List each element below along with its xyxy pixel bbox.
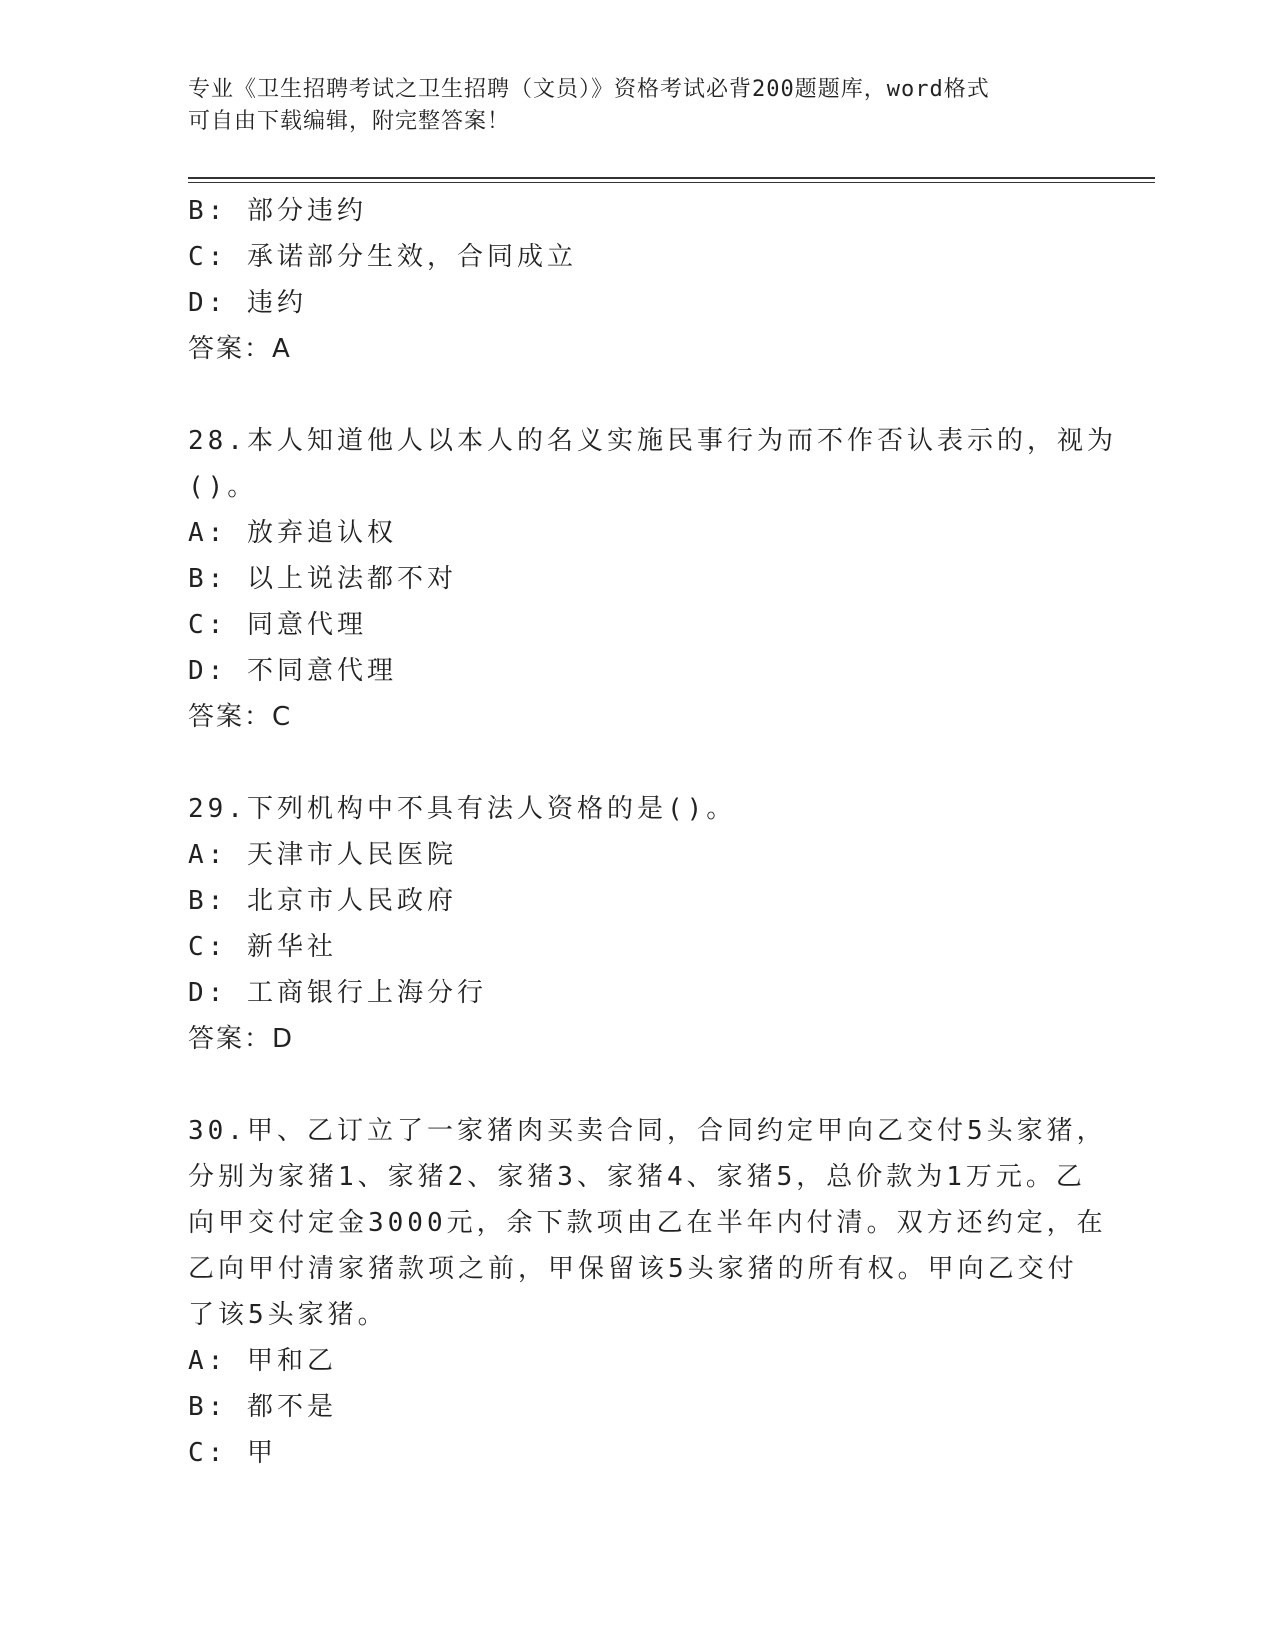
spacer (188, 372, 1088, 418)
question-text-line: 乙向甲付清家猪款项之前，甲保留该5头家猪的所有权。甲向乙交付 (188, 1254, 1078, 1284)
question-30 (188, 1108, 1107, 1476)
question-29 (188, 786, 1088, 1062)
question-text-line: 28.本人知道他人以本人的名义实施民事行为而不作否认表示的，视为 (188, 426, 1117, 456)
option-line: D: 工商银行上海分行 (188, 978, 487, 1008)
spacer (188, 740, 1088, 786)
header-title-line-2: 可自由下载编辑，附完整答案！ (188, 109, 511, 134)
question-27-continued (188, 188, 1088, 372)
question-text-line: 30.甲、乙订立了一家猪肉买卖合同，合同约定甲向乙交付5头家猪， (188, 1116, 1107, 1146)
option-line: C: 甲 (188, 1438, 277, 1468)
question-28 (188, 418, 1117, 740)
option-line: D: 违约 (188, 288, 307, 318)
option-line: A: 甲和乙 (188, 1346, 337, 1376)
page-header (188, 74, 1068, 138)
option-line: B: 都不是 (188, 1392, 337, 1422)
answer-line: 答案：D (188, 1024, 295, 1054)
spacer (188, 1062, 1088, 1108)
option-line: B: 部分违约 (188, 196, 367, 226)
question-text-line: 向甲交付定金3000元，余下款项由乙在半年内付清。双方还约定，在 (188, 1208, 1107, 1238)
option-line: C: 承诺部分生效，合同成立 (188, 242, 577, 272)
question-text-line: 分别为家猪1、家猪2、家猪3、家猪4、家猪5，总价款为1万元。乙 (188, 1162, 1086, 1192)
answer-line: 答案：A (188, 334, 292, 364)
answer-line: 答案：C (188, 702, 293, 732)
question-content (188, 188, 1117, 1476)
option-line: B: 北京市人民政府 (188, 886, 457, 916)
header-divider-thick (188, 177, 1155, 179)
question-text-line: 29.下列机构中不具有法人资格的是()。 (188, 794, 737, 824)
option-line: A: 放弃追认权 (188, 518, 397, 548)
option-line: A: 天津市人民医院 (188, 840, 457, 870)
header-title-line-1: 专业《卫生招聘考试之卫生招聘（文员）》资格考试必背200题题库，word格式 (188, 77, 990, 102)
option-line: D: 不同意代理 (188, 656, 397, 686)
question-text-line: 了该5头家猪。 (188, 1300, 388, 1330)
option-line: C: 新华社 (188, 932, 337, 962)
option-line: C: 同意代理 (188, 610, 367, 640)
option-line: B: 以上说法都不对 (188, 564, 457, 594)
header-divider-thin (188, 182, 1155, 183)
question-text-line: ()。 (188, 472, 258, 502)
